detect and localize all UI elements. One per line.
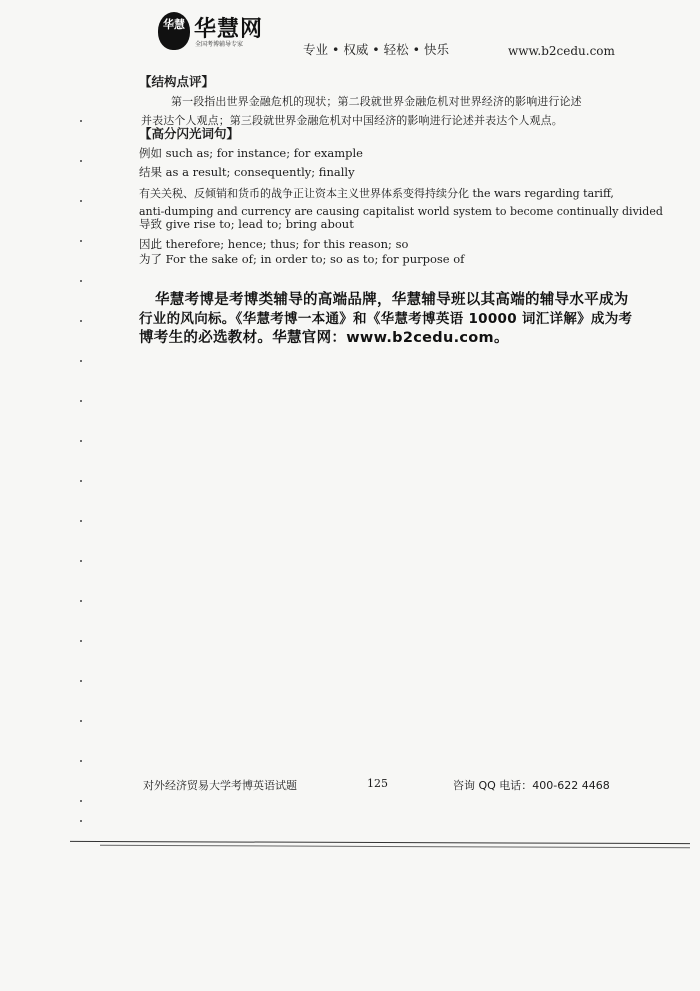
phrases-heading: 【高分闪光词句】 [139,126,240,141]
structure-line: 并表达个人观点；第三段就世界金融危机对中国经济的影响进行论述并表达个人观点。 [141,114,563,127]
footer-rule [100,845,690,849]
header-website: www.b2cedu.com [508,44,615,58]
page-number: 125 [367,777,388,790]
structure-heading: 【结构点评】 [139,74,215,89]
structure-line: 第一段指出世界金融危机的现状；第二段就世界金融危机对世界经济的影响进行论述 [171,95,582,108]
phrase-line: anti-dumping and currency are causing capitalist world system to become continually divided [139,205,663,218]
footer-title: 对外经济贸易大学考博英语试题 [143,779,297,792]
promo-line: 博考生的必选教材。华慧官网：www.b2cedu.com。 [139,330,509,346]
promo-line: 华慧考博是考博类辅导的高端品牌，华慧辅导班以其高端的辅导水平成为 [155,292,629,308]
phrase-line: 因此 therefore; hence; thus; for this reason; so [139,237,409,251]
logo [158,12,318,52]
phrase-line: 例如 such as; for instance; for example [139,146,363,160]
binding-margin-dots [80,120,84,840]
phrase-line: 为了 For the sake of; in order to; so as to; for purpose of [139,252,465,266]
logo-mark-icon: 华慧 [158,12,190,50]
phrase-line: 有关关税、反倾销和货币的战争正让资本主义世界体系变得持续分化 the wars regarding tariff, [139,187,614,200]
logo-name: 华慧网 [194,17,264,42]
phrase-line: 导致 give rise to; lead to; bring about [139,217,354,231]
phrase-line: 结果 as a result; consequently; finally [139,165,355,179]
promo-line: 行业的风向标。《华慧考博一本通》和《华慧考博英语 10000 词汇详解》成为考 [139,311,633,327]
footer-contact: 咨询 QQ 电话：400-622 4468 [453,779,610,792]
logo-tagline: 全国考博辅导专家 [195,41,244,48]
header-slogan: 专业 • 权威 • 轻松 • 快乐 [303,42,449,57]
footer-rule [70,841,690,844]
